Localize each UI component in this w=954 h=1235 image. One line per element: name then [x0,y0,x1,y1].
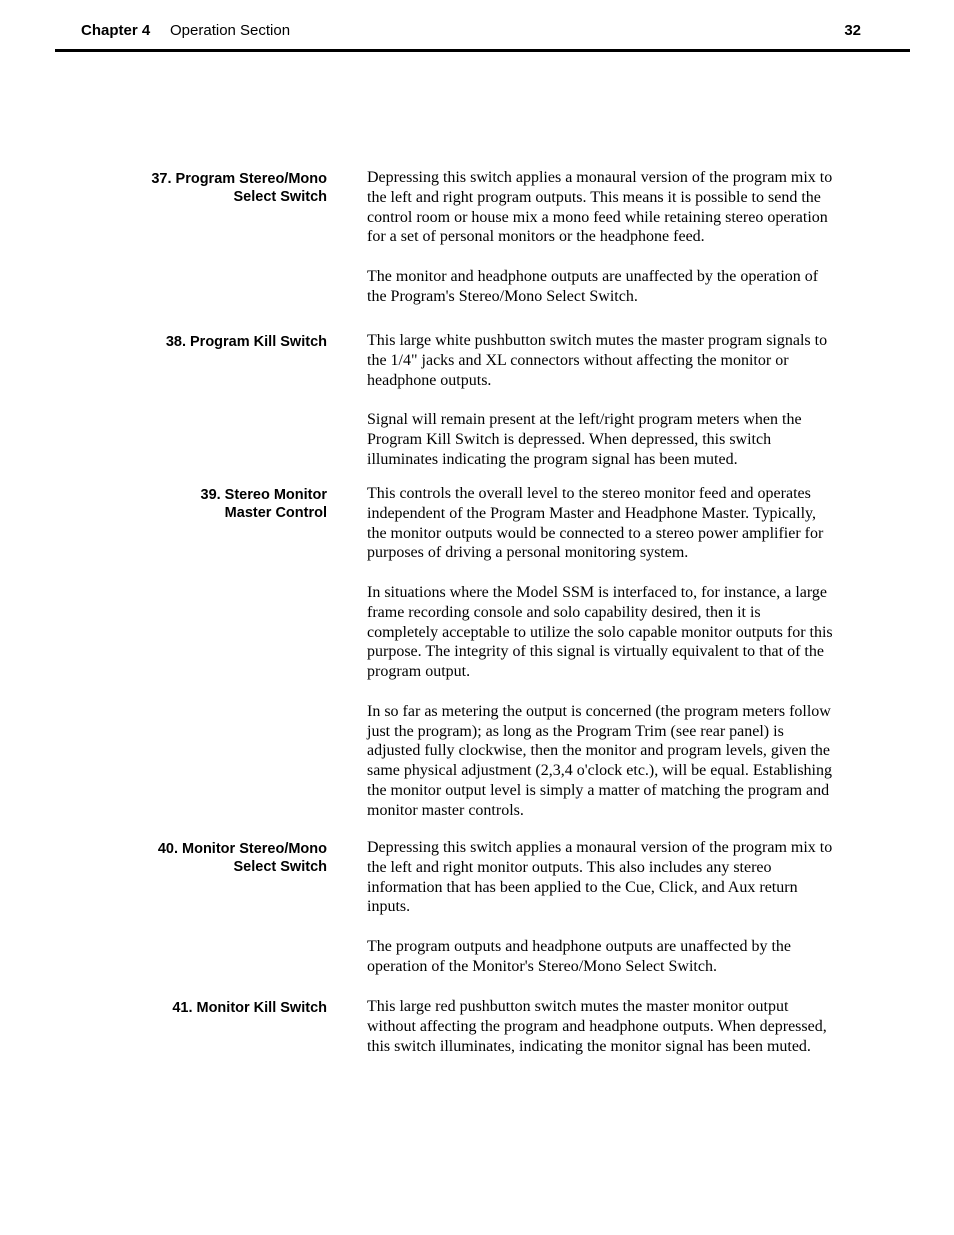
entry-title: 40. Monitor Stereo/Mono Select Switch [157,841,327,875]
chapter-label: Chapter 4 [81,22,151,39]
entry-body [367,484,871,821]
entry-title: 38. Program Kill Switch [165,334,327,350]
entry-paragraph: Depressing this switch applies a monaural version of the program mix to the left and right program outputs. This means it is possible to send the control room or house mix a mono feed while retaining stereo operation for a set of personal monitors or the headphone feed. [367,169,833,246]
entry-title: 41. Monitor Kill Switch [172,1000,327,1016]
entry-title: 39. Stereo Monitor Master Control [200,487,327,521]
entry-paragraph: In situations where the Model SSM is interfaced to, for instance, a large frame recording console and solo capability desired, then it is completely acceptable to utilize the solo capable monitor outputs for this purpose. The integrity of this signal is virtually equivalent to that of the program output. [367,583,833,681]
entry-paragraph: The program outputs and headphone outputs are unaffected by the operation of the Monitor's Stereo/Mono Select Switch. [367,937,792,975]
page-number: 32 [844,22,861,39]
page-header [55,0,910,52]
entry-paragraph: In so far as metering the output is concerned (the program meters follow just the program); as long as the Program Trim (see rear panel) is adjusted fully clockwise, then the monitor and program levels, given the same physical adjustment (2,3,4 o'clock etc.), will be equal. Establishing the monitor output level is simply a matter of matching the program and monitor master controls. [367,702,832,819]
entry-body [367,997,871,1056]
entry-title: 37. Program Stereo/Mono Select Switch [151,171,327,205]
entry-paragraph: The monitor and headphone outputs are unaffected by the operation of the Program's Stereo/Mono Select Switch. [367,267,819,305]
entry-body [367,168,871,307]
entry-paragraph: This controls the overall level to the stereo monitor feed and operates independent of the Program Master and Headphone Master. Typically, the monitor outputs would be connected to a stereo power amplifier for purposes of driving a personal monitoring system. [367,485,824,562]
entry-paragraph: This large white pushbutton switch mutes the master program signals to the 1/4" jacks and XL connectors without affecting the monitor or headphone outputs. [367,332,828,389]
section-title: Operation Section [170,22,291,39]
entry-paragraph: Depressing this switch applies a monaural version of the program mix to the left and right monitor outputs. This also includes any stereo information that has been applied to the Cue, Click, and Aux return inputs. [367,839,833,916]
entry-paragraph: This large red pushbutton switch mutes the master monitor output without affecting the program and headphone outputs. When depressed, this switch illuminates, indicating the monitor signal has been muted. [367,998,827,1055]
entry-paragraph: Signal will remain present at the left/right program meters when the Program Kill Switch is depressed. When depressed, this switch illuminates indicating the program signal has been muted. [367,411,802,468]
entry-body [367,331,871,470]
entry-body [367,838,871,977]
